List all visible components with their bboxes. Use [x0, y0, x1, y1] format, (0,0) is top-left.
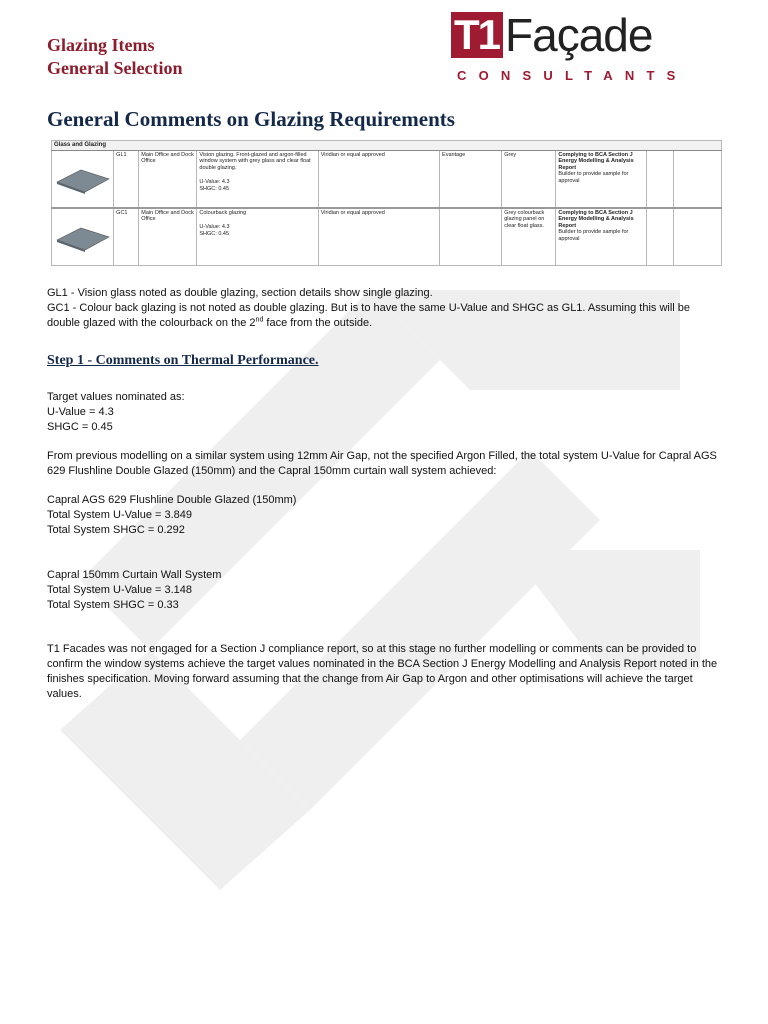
target-values — [47, 390, 723, 435]
target-u-value: U-Value = 4.3 — [47, 406, 114, 418]
description-text: Vision glazing. Front-glazed and argon-filled window system with grey glass and clear float double glazing. — [199, 152, 311, 171]
cell-code: GC1 — [114, 208, 139, 266]
cell-empty — [673, 208, 721, 266]
system1-results — [47, 493, 723, 538]
system1-shgc: Total System SHGC = 0.292 — [47, 524, 185, 536]
glazing-notes — [47, 286, 723, 331]
cell-compliance — [556, 151, 646, 209]
system1-name: Capral AGS 629 Flushline Double Glazed (150mm) — [47, 494, 297, 506]
table-section-header — [52, 141, 722, 151]
cell-product: Evantage — [440, 151, 502, 209]
compliance-note: Builder to provide sample for approval — [558, 171, 629, 184]
glass-panel-icon — [55, 168, 111, 194]
glass-swatch-cell — [52, 151, 114, 209]
system2-results — [47, 568, 723, 613]
system2-name: Capral 150mm Curtain Wall System — [47, 569, 222, 581]
shgc-text: SHGC: 0.45 — [199, 185, 230, 192]
closing-paragraph: T1 Facades was not engaged for a Section J compliance report, so at this stage no further modelling or comments can be provided to confirm the window systems achieve the target values nominated in the BCA Section J Energy Modelling and Analysis Report noted in the finishes specification. Moving forward assuming that the change from Air Gap to Argon and other optimisations will achieve the target values. — [47, 643, 718, 700]
cell-compliance — [556, 208, 646, 266]
cell-empty — [646, 151, 673, 209]
glass-swatch-cell — [52, 208, 114, 266]
shgc-text: SHGC: 0.45 — [199, 230, 230, 237]
header-line-1: Glazing Items — [47, 35, 155, 55]
note-gl1: GL1 - Vision glass noted as double glazing, section details show single glazing. — [47, 287, 433, 299]
system1-u-value: Total System U-Value = 3.849 — [47, 509, 193, 521]
description-text: Colourback glazing — [199, 210, 247, 216]
logo-word: Façade — [505, 9, 653, 61]
table-row — [52, 208, 722, 266]
cell-colour: Grey colourback glazing panel on clear float glass. — [502, 208, 556, 266]
cell-location: Main Office and Dock Office — [139, 208, 197, 266]
modelling-paragraph: From previous modelling on a similar system using 12mm Air Gap, not the specified Argon Filled, the total system U-Value for Capral AGS 629 Flushline Double Glazed (150mm) and the Capral 150mm curtain wall system achieved: — [47, 450, 717, 477]
system2-shgc: Total System SHGC = 0.33 — [47, 599, 179, 611]
compliance-note: Builder to provide sample for approval — [558, 229, 629, 242]
target-shgc: SHGC = 0.45 — [47, 421, 113, 433]
cell-supplier: Viridian or equal approved — [318, 151, 439, 209]
step1-heading: Step 1 - Comments on Thermal Performance. — [47, 353, 319, 368]
u-value-text: U-Value: 4.3 — [199, 224, 230, 231]
cell-code: GL1 — [114, 151, 139, 209]
page-title: General Comments on Glazing Requirements — [47, 107, 455, 131]
cell-empty — [646, 208, 673, 266]
document-header — [47, 34, 182, 80]
cell-description — [197, 151, 318, 209]
system2-u-value: Total System U-Value = 3.148 — [47, 584, 193, 596]
cell-empty — [673, 151, 721, 209]
cell-location: Main Office and Dock Office — [139, 151, 197, 209]
note-gc1: GC1 - Colour back glazing is not noted as double glazing. But is to have the same U-Value and SHGC as GL1. Assuming this will be double glazed with the colourback on the 2nd face from the outside. — [47, 302, 691, 329]
compliance-text: Complying to BCA Section J Energy Modelling & Analysis Report — [558, 152, 634, 171]
target-intro: Target values nominated as: — [47, 391, 185, 403]
table-section-label: Glass and Glazing — [52, 141, 722, 151]
u-value-text: U-Value: 4.3 — [199, 179, 230, 186]
cell-supplier: Viridian or equal approved — [318, 208, 439, 266]
logo-subtitle: CONSULTANTS — [457, 68, 688, 83]
table-row — [52, 151, 722, 209]
header-line-2: General Selection — [47, 58, 183, 78]
cell-description — [197, 208, 318, 266]
company-logo — [451, 9, 726, 84]
glazing-schedule-table — [51, 140, 722, 266]
cell-colour: Grey — [502, 151, 556, 209]
logo-t1-box: T1 — [451, 12, 503, 58]
compliance-text: Complying to BCA Section J Energy Modelling & Analysis Report — [558, 210, 634, 229]
glass-panel-icon — [55, 226, 111, 252]
cell-product — [440, 208, 502, 266]
